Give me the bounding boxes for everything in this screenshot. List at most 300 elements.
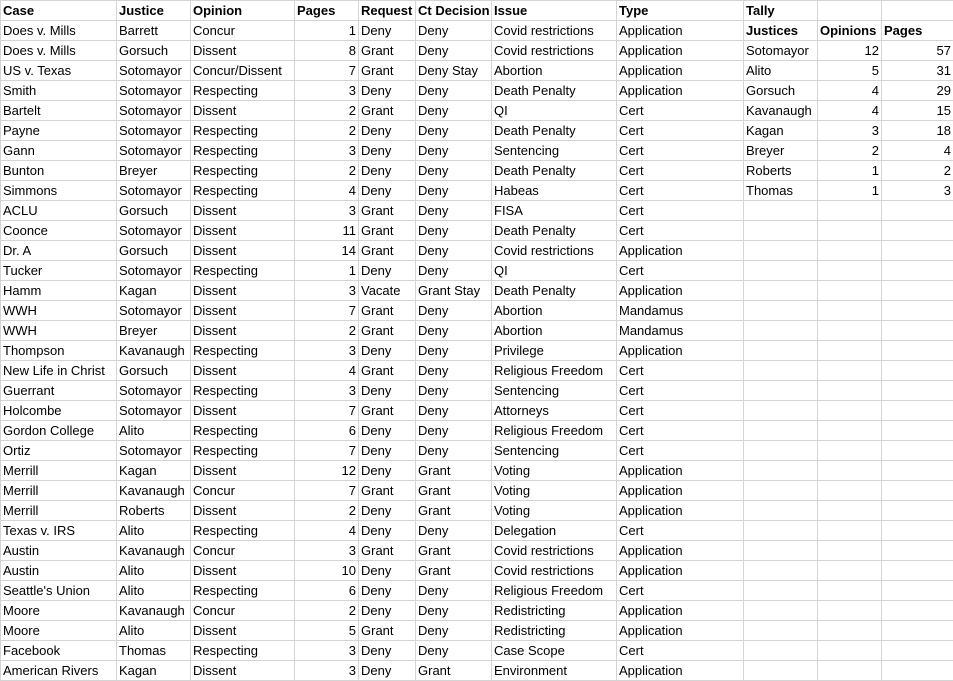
empty-cell[interactable] [744,581,818,601]
empty-cell[interactable] [744,501,818,521]
table-cell[interactable]: Grant [359,201,416,221]
table-cell[interactable]: Kagan [117,461,191,481]
table-cell[interactable]: Bartelt [1,101,117,121]
table-cell[interactable]: Sentencing [492,441,617,461]
table-cell[interactable]: 2 [295,121,359,141]
tally-cell[interactable]: 12 [818,41,882,61]
table-cell[interactable]: Application [617,541,744,561]
table-cell[interactable]: Application [617,561,744,581]
tally-cell[interactable]: Thomas [744,181,818,201]
empty-cell[interactable] [744,281,818,301]
empty-cell[interactable] [744,561,818,581]
table-cell[interactable]: Covid restrictions [492,541,617,561]
table-cell[interactable]: 4 [295,181,359,201]
empty-cell[interactable] [882,261,953,281]
column-header[interactable]: Opinion [191,1,295,21]
table-cell[interactable]: Deny [359,441,416,461]
table-cell[interactable]: Breyer [117,321,191,341]
table-cell[interactable]: Grant [359,41,416,61]
tally-cell[interactable]: 1 [818,181,882,201]
table-cell[interactable]: 7 [295,441,359,461]
empty-cell[interactable] [882,501,953,521]
table-cell[interactable]: Merrill [1,461,117,481]
empty-cell[interactable] [744,481,818,501]
table-cell[interactable]: Kagan [117,281,191,301]
tally-title[interactable]: Tally [744,1,818,21]
table-cell[interactable]: Alito [117,421,191,441]
empty-cell[interactable] [882,401,953,421]
table-cell[interactable]: Deny [359,601,416,621]
table-cell[interactable]: Voting [492,501,617,521]
table-cell[interactable]: Cert [617,381,744,401]
empty-cell[interactable] [744,261,818,281]
table-cell[interactable]: Thompson [1,341,117,361]
table-cell[interactable]: Deny [359,181,416,201]
table-cell[interactable]: Deny [359,501,416,521]
table-cell[interactable]: Sotomayor [117,301,191,321]
empty-cell[interactable] [744,421,818,441]
table-cell[interactable]: WWH [1,321,117,341]
table-cell[interactable]: Environment [492,661,617,681]
table-cell[interactable]: Application [617,501,744,521]
table-cell[interactable]: Concur [191,481,295,501]
empty-cell[interactable] [882,221,953,241]
table-cell[interactable]: Deny [359,21,416,41]
table-cell[interactable]: Sotomayor [117,441,191,461]
tally-cell[interactable]: 2 [818,141,882,161]
table-cell[interactable]: Gann [1,141,117,161]
empty-cell[interactable] [818,441,882,461]
empty-cell[interactable] [882,481,953,501]
tally-cell[interactable]: 57 [882,41,953,61]
table-cell[interactable]: Deny [416,341,492,361]
table-cell[interactable]: Concur [191,21,295,41]
table-cell[interactable]: 10 [295,561,359,581]
table-cell[interactable]: Does v. Mills [1,21,117,41]
table-cell[interactable]: Covid restrictions [492,241,617,261]
tally-cell[interactable]: 1 [818,161,882,181]
table-cell[interactable]: Kavanaugh [117,541,191,561]
tally-cell[interactable]: 18 [882,121,953,141]
table-cell[interactable]: Grant [359,61,416,81]
empty-cell[interactable] [882,541,953,561]
table-cell[interactable]: Grant [359,221,416,241]
table-cell[interactable]: Cert [617,181,744,201]
empty-cell[interactable] [744,361,818,381]
table-cell[interactable]: Deny [416,221,492,241]
table-cell[interactable]: Grant [359,301,416,321]
empty-cell[interactable] [882,641,953,661]
table-cell[interactable]: Payne [1,121,117,141]
empty-cell[interactable] [818,301,882,321]
empty-cell[interactable] [818,661,882,681]
table-cell[interactable]: Deny [416,641,492,661]
table-cell[interactable]: Respecting [191,341,295,361]
table-cell[interactable]: Deny [359,461,416,481]
empty-cell[interactable] [818,341,882,361]
column-header[interactable]: Pages [295,1,359,21]
table-cell[interactable]: Religious Freedom [492,581,617,601]
table-cell[interactable]: QI [492,261,617,281]
table-cell[interactable]: Deny [359,421,416,441]
table-cell[interactable]: Texas v. IRS [1,521,117,541]
table-cell[interactable]: Application [617,281,744,301]
tally-cell[interactable]: Kavanaugh [744,101,818,121]
table-cell[interactable]: Deny [416,141,492,161]
empty-cell[interactable] [818,621,882,641]
tally-cell[interactable]: 29 [882,81,953,101]
table-cell[interactable]: Seattle's Union [1,581,117,601]
table-cell[interactable]: Respecting [191,261,295,281]
table-cell[interactable]: Deny [416,261,492,281]
tally-cell[interactable]: Roberts [744,161,818,181]
empty-cell[interactable] [744,601,818,621]
tally-cell[interactable]: 15 [882,101,953,121]
table-cell[interactable]: Cert [617,141,744,161]
table-cell[interactable]: Merrill [1,481,117,501]
table-cell[interactable]: Concur [191,601,295,621]
empty-cell[interactable] [744,301,818,321]
table-cell[interactable]: US v. Texas [1,61,117,81]
table-cell[interactable]: Deny Stay [416,61,492,81]
tally-cell[interactable]: Kagan [744,121,818,141]
table-cell[interactable]: Tucker [1,261,117,281]
table-cell[interactable]: Deny [359,161,416,181]
empty-cell[interactable] [882,281,953,301]
empty-cell[interactable] [744,241,818,261]
tally-cell[interactable]: Sotomayor [744,41,818,61]
table-cell[interactable]: Voting [492,481,617,501]
table-cell[interactable]: Sotomayor [117,261,191,281]
table-cell[interactable]: Attorneys [492,401,617,421]
table-cell[interactable]: ACLU [1,201,117,221]
table-cell[interactable]: Respecting [191,121,295,141]
table-cell[interactable]: Grant [416,461,492,481]
tally-cell[interactable]: 4 [882,141,953,161]
empty-cell[interactable] [882,521,953,541]
table-cell[interactable]: Bunton [1,161,117,181]
table-cell[interactable]: Sotomayor [117,381,191,401]
table-cell[interactable]: Dissent [191,401,295,421]
table-cell[interactable]: Alito [117,581,191,601]
table-cell[interactable]: Sotomayor [117,221,191,241]
table-cell[interactable]: Application [617,61,744,81]
table-cell[interactable]: 12 [295,461,359,481]
table-cell[interactable]: Death Penalty [492,81,617,101]
empty-cell[interactable] [744,341,818,361]
table-cell[interactable]: Moore [1,601,117,621]
table-cell[interactable]: Habeas [492,181,617,201]
table-cell[interactable]: 3 [295,201,359,221]
table-cell[interactable]: Voting [492,461,617,481]
empty-cell[interactable] [818,241,882,261]
table-cell[interactable]: Grant [359,321,416,341]
table-cell[interactable]: Sotomayor [117,181,191,201]
table-cell[interactable]: Grant [416,661,492,681]
table-cell[interactable]: 2 [295,501,359,521]
table-cell[interactable]: QI [492,101,617,121]
column-header[interactable]: Request [359,1,416,21]
table-cell[interactable]: Deny [359,641,416,661]
table-cell[interactable]: Deny [359,581,416,601]
table-cell[interactable]: Alito [117,621,191,641]
table-cell[interactable]: Deny [416,241,492,261]
empty-cell[interactable] [882,241,953,261]
table-cell[interactable]: Kagan [117,661,191,681]
table-cell[interactable]: Respecting [191,381,295,401]
table-cell[interactable]: Sotomayor [117,401,191,421]
table-cell[interactable]: Application [617,661,744,681]
table-cell[interactable]: American Rivers [1,661,117,681]
empty-cell[interactable] [744,621,818,641]
table-cell[interactable]: 1 [295,21,359,41]
empty-cell[interactable] [744,221,818,241]
table-cell[interactable]: 3 [295,381,359,401]
table-cell[interactable]: Grant [416,541,492,561]
table-cell[interactable]: Deny [416,441,492,461]
table-cell[interactable]: Simmons [1,181,117,201]
empty-cell[interactable] [744,541,818,561]
tally-cell[interactable]: 2 [882,161,953,181]
table-cell[interactable]: Grant [416,501,492,521]
table-cell[interactable]: Dissent [191,661,295,681]
table-cell[interactable]: Deny [416,41,492,61]
table-cell[interactable]: Application [617,621,744,641]
empty-cell[interactable] [818,561,882,581]
table-cell[interactable]: Cert [617,641,744,661]
table-cell[interactable]: Guerrant [1,381,117,401]
empty-cell[interactable] [818,361,882,381]
table-cell[interactable]: Cert [617,221,744,241]
table-cell[interactable]: Dissent [191,301,295,321]
table-cell[interactable]: Grant [359,481,416,501]
table-cell[interactable]: 7 [295,481,359,501]
empty-cell[interactable] [882,461,953,481]
table-cell[interactable]: Gorsuch [117,201,191,221]
table-cell[interactable]: 3 [295,81,359,101]
table-cell[interactable]: Application [617,81,744,101]
table-cell[interactable]: Concur [191,541,295,561]
table-cell[interactable]: Respecting [191,641,295,661]
table-cell[interactable]: 3 [295,661,359,681]
table-cell[interactable]: Respecting [191,441,295,461]
table-cell[interactable]: Abortion [492,301,617,321]
table-cell[interactable]: Application [617,601,744,621]
empty-cell[interactable] [818,201,882,221]
table-cell[interactable]: Grant [416,481,492,501]
table-cell[interactable]: Grant [359,621,416,641]
table-cell[interactable]: 14 [295,241,359,261]
empty-cell[interactable] [882,661,953,681]
empty-cell[interactable] [818,641,882,661]
empty-cell[interactable] [882,581,953,601]
table-cell[interactable]: 2 [295,601,359,621]
table-cell[interactable]: Religious Freedom [492,361,617,381]
table-cell[interactable]: Smith [1,81,117,101]
table-cell[interactable]: Sotomayor [117,61,191,81]
table-cell[interactable]: Cert [617,401,744,421]
table-cell[interactable]: Dissent [191,41,295,61]
table-cell[interactable]: Coonce [1,221,117,241]
empty-cell[interactable] [882,301,953,321]
table-cell[interactable]: Deny [416,21,492,41]
table-cell[interactable]: Covid restrictions [492,41,617,61]
table-cell[interactable]: Dissent [191,101,295,121]
table-cell[interactable]: 7 [295,401,359,421]
table-cell[interactable]: Respecting [191,81,295,101]
tally-cell[interactable]: Alito [744,61,818,81]
table-cell[interactable]: Deny [416,121,492,141]
table-cell[interactable]: Deny [359,521,416,541]
table-cell[interactable]: Deny [359,561,416,581]
table-cell[interactable]: Facebook [1,641,117,661]
table-cell[interactable]: Deny [359,261,416,281]
table-cell[interactable]: Respecting [191,421,295,441]
tally-cell[interactable]: 5 [818,61,882,81]
table-cell[interactable]: Alito [117,561,191,581]
empty-cell[interactable] [818,221,882,241]
table-cell[interactable]: Thomas [117,641,191,661]
empty-cell[interactable] [882,1,953,21]
table-cell[interactable]: Grant [359,401,416,421]
column-header[interactable]: Case [1,1,117,21]
table-cell[interactable]: Deny [416,321,492,341]
empty-cell[interactable] [818,461,882,481]
table-cell[interactable]: Application [617,241,744,261]
empty-cell[interactable] [882,601,953,621]
table-cell[interactable]: 3 [295,641,359,661]
tally-column-header[interactable]: Justices [744,21,818,41]
table-cell[interactable]: Deny [359,341,416,361]
table-cell[interactable]: Deny [416,361,492,381]
empty-cell[interactable] [882,561,953,581]
table-cell[interactable]: Mandamus [617,301,744,321]
tally-cell[interactable]: Breyer [744,141,818,161]
table-cell[interactable]: Religious Freedom [492,421,617,441]
table-cell[interactable]: Deny [416,621,492,641]
table-cell[interactable]: Cert [617,581,744,601]
empty-cell[interactable] [744,441,818,461]
table-cell[interactable]: Dissent [191,201,295,221]
table-cell[interactable]: Application [617,481,744,501]
empty-cell[interactable] [744,381,818,401]
empty-cell[interactable] [818,401,882,421]
tally-cell[interactable]: 31 [882,61,953,81]
table-cell[interactable]: Grant [359,101,416,121]
table-cell[interactable]: Dissent [191,561,295,581]
table-cell[interactable]: Abortion [492,61,617,81]
table-cell[interactable]: Covid restrictions [492,561,617,581]
table-cell[interactable]: Deny [416,401,492,421]
empty-cell[interactable] [744,461,818,481]
table-cell[interactable]: 3 [295,141,359,161]
empty-cell[interactable] [744,521,818,541]
table-cell[interactable]: Kavanaugh [117,341,191,361]
empty-cell[interactable] [818,1,882,21]
table-cell[interactable]: Abortion [492,321,617,341]
table-cell[interactable]: Deny [416,101,492,121]
table-cell[interactable]: Dissent [191,281,295,301]
table-cell[interactable]: Redistricting [492,621,617,641]
table-cell[interactable]: Sotomayor [117,101,191,121]
table-cell[interactable]: Privilege [492,341,617,361]
table-cell[interactable]: Deny [359,121,416,141]
table-cell[interactable]: Barrett [117,21,191,41]
empty-cell[interactable] [818,601,882,621]
table-cell[interactable]: Cert [617,121,744,141]
table-cell[interactable]: Grant [359,541,416,561]
table-cell[interactable]: 7 [295,301,359,321]
table-cell[interactable]: 4 [295,521,359,541]
table-cell[interactable]: Cert [617,421,744,441]
column-header[interactable]: Ct Decision [416,1,492,21]
table-cell[interactable]: Respecting [191,581,295,601]
table-cell[interactable]: Respecting [191,181,295,201]
table-cell[interactable]: Dissent [191,221,295,241]
table-cell[interactable]: Ortiz [1,441,117,461]
empty-cell[interactable] [744,201,818,221]
table-cell[interactable]: 2 [295,101,359,121]
tally-column-header[interactable]: Pages [882,21,953,41]
tally-cell[interactable]: Gorsuch [744,81,818,101]
table-cell[interactable]: Sentencing [492,381,617,401]
table-cell[interactable]: 6 [295,421,359,441]
table-cell[interactable]: Dissent [191,461,295,481]
empty-cell[interactable] [818,581,882,601]
table-cell[interactable]: Deny [416,581,492,601]
table-cell[interactable]: 3 [295,341,359,361]
table-cell[interactable]: Kavanaugh [117,481,191,501]
table-cell[interactable]: Deny [359,381,416,401]
table-cell[interactable]: Application [617,341,744,361]
empty-cell[interactable] [882,201,953,221]
table-cell[interactable]: Cert [617,261,744,281]
table-cell[interactable]: 2 [295,321,359,341]
table-cell[interactable]: Deny [416,81,492,101]
table-cell[interactable]: Death Penalty [492,121,617,141]
table-cell[interactable]: Respecting [191,521,295,541]
table-cell[interactable]: Delegation [492,521,617,541]
table-cell[interactable]: Gorsuch [117,241,191,261]
table-cell[interactable]: Cert [617,361,744,381]
table-cell[interactable]: Dissent [191,621,295,641]
empty-cell[interactable] [744,661,818,681]
table-cell[interactable]: Redistricting [492,601,617,621]
table-cell[interactable]: Merrill [1,501,117,521]
table-cell[interactable]: 7 [295,61,359,81]
table-cell[interactable]: 8 [295,41,359,61]
table-cell[interactable]: Dissent [191,321,295,341]
table-cell[interactable]: Death Penalty [492,281,617,301]
table-cell[interactable]: Kavanaugh [117,601,191,621]
table-cell[interactable]: Austin [1,561,117,581]
table-cell[interactable]: Covid restrictions [492,21,617,41]
empty-cell[interactable] [882,621,953,641]
table-cell[interactable]: Hamm [1,281,117,301]
table-cell[interactable]: New Life in Christ [1,361,117,381]
empty-cell[interactable] [818,521,882,541]
table-cell[interactable]: Cert [617,441,744,461]
table-cell[interactable]: Moore [1,621,117,641]
table-cell[interactable]: Deny [416,521,492,541]
table-cell[interactable]: Gorsuch [117,41,191,61]
empty-cell[interactable] [818,481,882,501]
table-cell[interactable]: Sotomayor [117,121,191,141]
table-cell[interactable]: Dissent [191,501,295,521]
column-header[interactable]: Issue [492,1,617,21]
table-cell[interactable]: Sentencing [492,141,617,161]
table-cell[interactable]: Deny [416,601,492,621]
